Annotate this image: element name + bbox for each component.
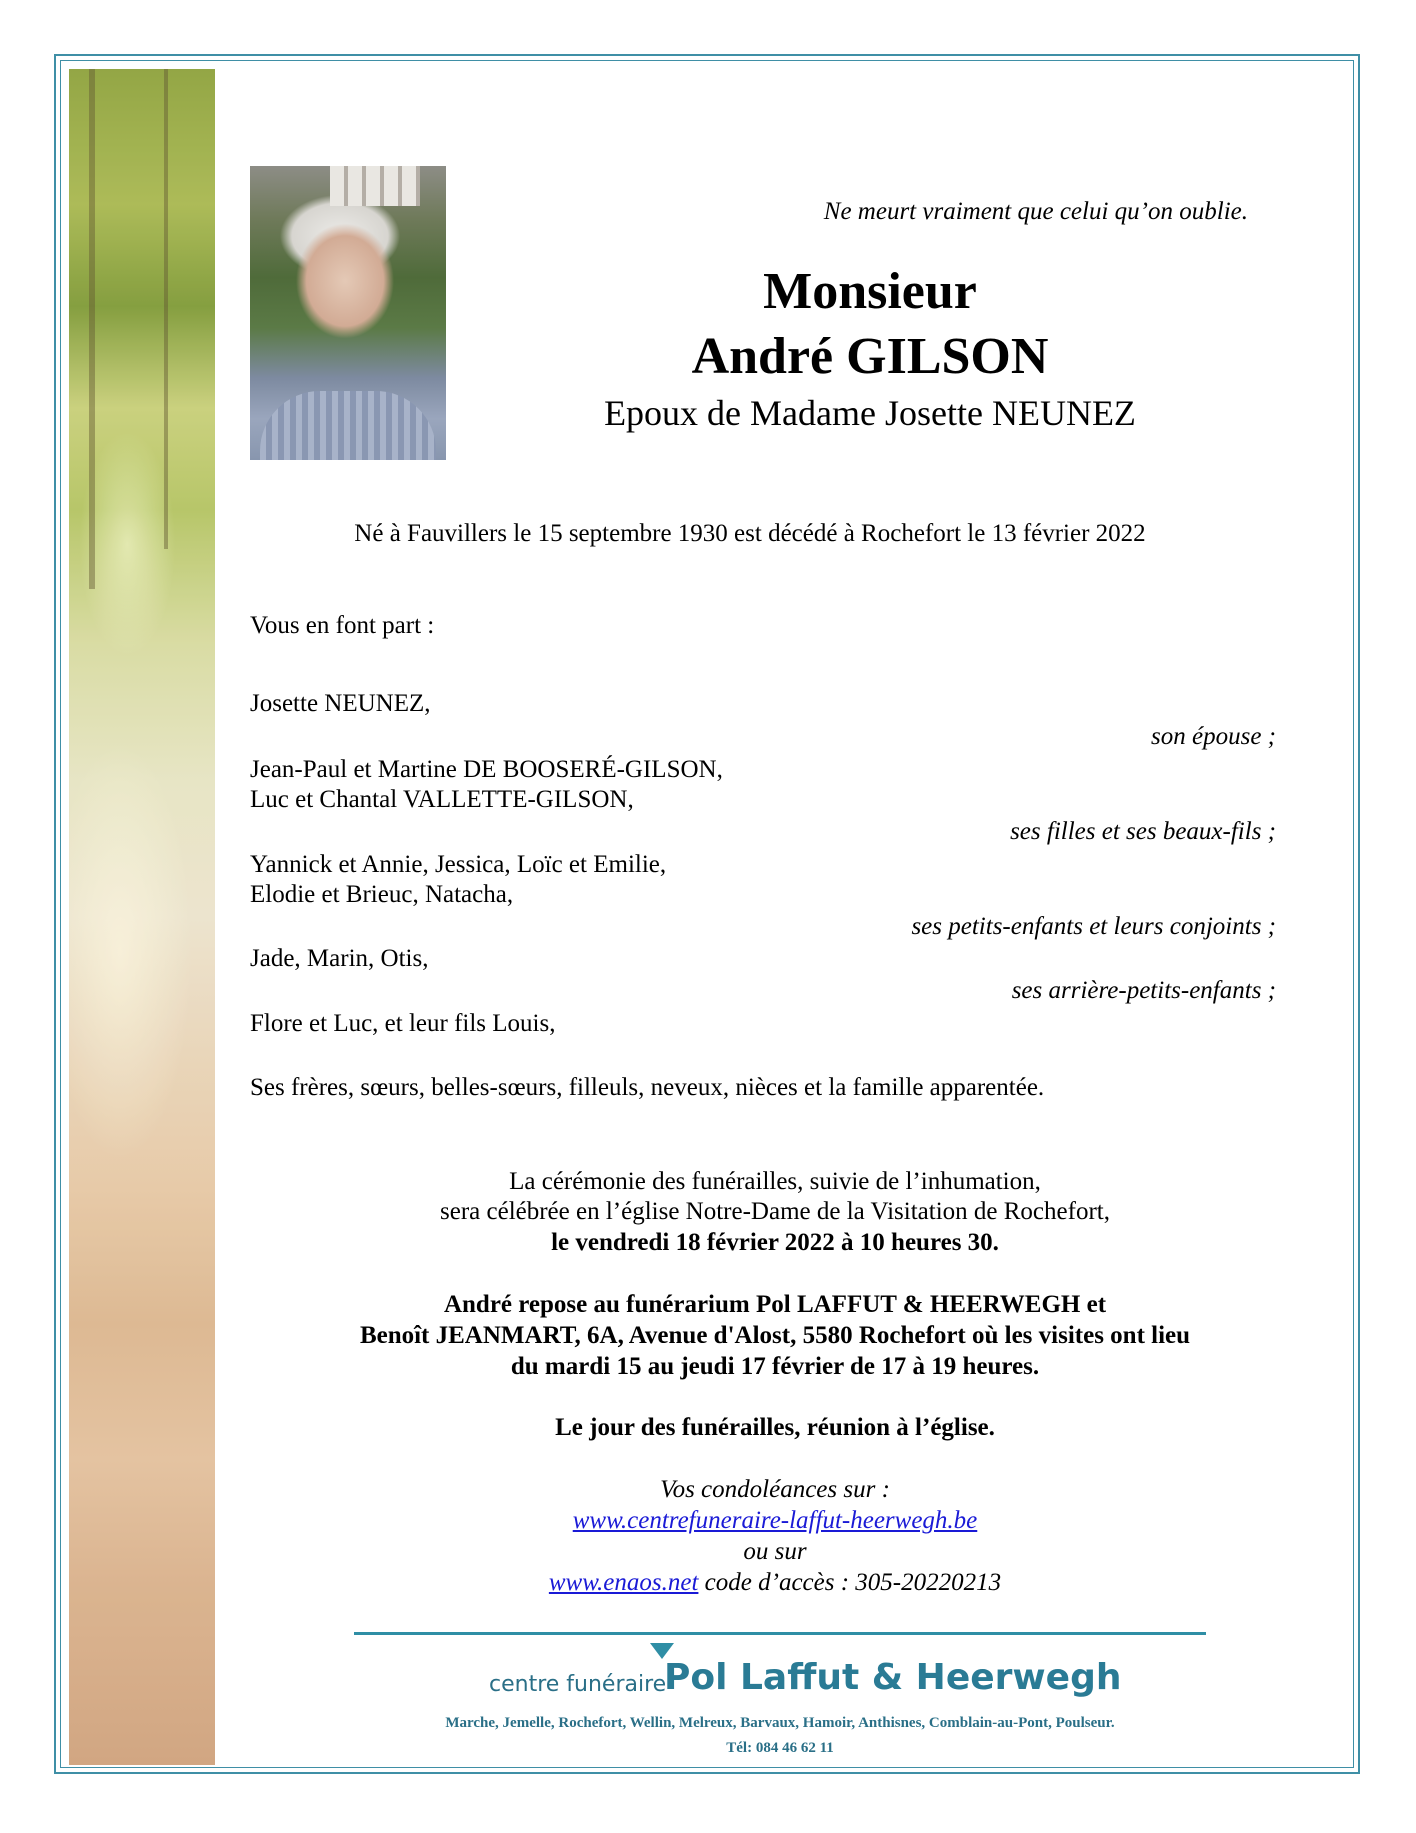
footer-divider bbox=[354, 1632, 1206, 1635]
condolences-label: Vos condoléances sur : bbox=[660, 1476, 890, 1503]
footer-phone: Tél: 084 46 62 11 bbox=[726, 1740, 834, 1756]
access-code: code d’accès : 305-20220213 bbox=[698, 1569, 1002, 1596]
ceremony-line-2: sera célébrée en l’église Notre-Dame de la Visitation de Rochefort, bbox=[440, 1198, 1110, 1225]
ceremony-line-1: La cérémonie des funérailles, suivie de l’inhumation, bbox=[509, 1168, 1041, 1195]
family-greatgrandchildren: Jade, Marin, Otis, bbox=[250, 945, 429, 972]
condolences-link-1[interactable]: www.centrefuneraire-laffut-heerwegh.be bbox=[572, 1507, 978, 1534]
epigraph-quote: Ne meurt vraiment que celui qu’on oublie. bbox=[823, 198, 1248, 225]
ceremony-date: le vendredi 18 février 2022 à 10 heures 30. bbox=[551, 1229, 999, 1256]
condolences-url-line bbox=[250, 1507, 1300, 1535]
rest-line-1: André repose au funérarium Pol LAFFUT & HEERWEGH et bbox=[443, 1291, 1107, 1318]
forest-path-image bbox=[69, 69, 215, 1765]
family-grandchildren-2: Elodie et Brieuc, Natacha, bbox=[250, 881, 514, 908]
family-grandchildren-1: Yannick et Annie, Jessica, Loïc et Emilie, bbox=[250, 851, 667, 878]
family-others: Flore et Luc, et leur fils Louis, bbox=[250, 1010, 556, 1037]
family-children-1: Jean-Paul et Martine DE BOOSERÉ-GILSON, bbox=[250, 756, 723, 783]
rest-line-2: Benoît JEANMART, 6A, Avenue d'Alost, 5580 Rochefort où les visites ont lieu bbox=[359, 1322, 1191, 1349]
announcement-intro: Vous en font part : bbox=[250, 612, 435, 639]
relation-children: ses filles et ses beaux-fils ; bbox=[1010, 818, 1276, 845]
rest-line-3: du mardi 15 au jeudi 17 février de 17 à 19 heures. bbox=[510, 1353, 1040, 1380]
family-extended: Ses frères, sœurs, belles-sœurs, filleuls, neveux, nièces et la famille apparentée. bbox=[250, 1074, 1045, 1101]
condolences-or: ou sur bbox=[743, 1538, 807, 1565]
relation-grandchildren: ses petits-enfants et leurs conjoints ; bbox=[911, 913, 1276, 940]
funeral-home-logo bbox=[354, 1655, 1206, 1715]
logo-small-text: centre funéraire bbox=[489, 1672, 667, 1697]
condolences-url-line-2 bbox=[250, 1569, 1300, 1597]
title-honorific: Monsieur bbox=[763, 263, 977, 320]
spouse-subtitle: Epoux de Madame Josette NEUNEZ bbox=[604, 393, 1136, 433]
relation-greatgrandchildren: ses arrière-petits-enfants ; bbox=[1011, 977, 1276, 1004]
condolences-link-2[interactable]: www.enaos.net bbox=[548, 1569, 699, 1596]
family-spouse: Josette NEUNEZ, bbox=[250, 690, 431, 717]
portrait-photo bbox=[250, 166, 446, 460]
deceased-name: André GILSON bbox=[691, 328, 1049, 385]
relation-spouse: son épouse ; bbox=[1151, 723, 1276, 750]
logo-brand-text: Pol Laffut & Heerwegh bbox=[664, 1657, 1122, 1698]
birth-death-line: Né à Fauvillers le 15 septembre 1930 est décédé à Rochefort le 13 février 2022 bbox=[354, 520, 1146, 547]
family-children-2: Luc et Chantal VALLETTE-GILSON, bbox=[250, 786, 634, 813]
meeting-note: Le jour des funérailles, réunion à l’église. bbox=[555, 1414, 995, 1441]
footer-towns: Marche, Jemelle, Rochefort, Wellin, Melreux, Barvaux, Hamoir, Anthisnes, Comblain-au-Pont, Poulseur. bbox=[445, 1715, 1115, 1731]
